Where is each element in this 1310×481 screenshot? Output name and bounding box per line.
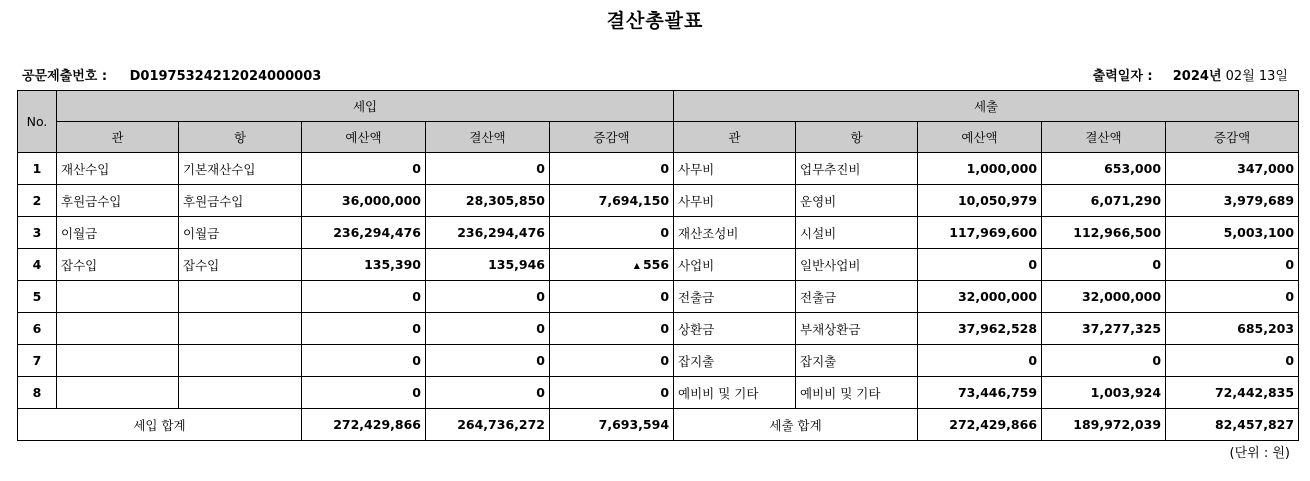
document-number-label: 공문제출번호 : [22, 69, 108, 84]
expense-settle: 0 [1042, 345, 1166, 377]
expense-total-settle: 189,972,039 [1042, 409, 1166, 441]
income-budget: 135,390 [302, 249, 426, 281]
row-no: 8 [18, 377, 57, 409]
header-income-budget: 예산액 [302, 122, 426, 153]
income-budget: 0 [302, 313, 426, 345]
income-gwan: 잡수입 [57, 249, 179, 281]
income-budget: 0 [302, 153, 426, 185]
income-diff [550, 377, 674, 409]
table-row [18, 377, 1299, 409]
income-budget: 0 [302, 377, 426, 409]
income-hang: 후원금수입 [179, 185, 302, 217]
income-settle: 0 [426, 281, 550, 313]
expense-diff: 347,000 [1166, 153, 1299, 185]
expense-gwan: 상환금 [674, 313, 796, 345]
expense-settle: 6,071,290 [1042, 185, 1166, 217]
expense-diff: 0 [1166, 249, 1299, 281]
income-settle: 0 [426, 313, 550, 345]
income-diff [550, 185, 674, 217]
income-gwan: 재산수입 [57, 153, 179, 185]
document-number-info [22, 65, 321, 84]
expense-diff: 685,203 [1166, 313, 1299, 345]
income-budget: 36,000,000 [302, 185, 426, 217]
expense-total-diff: 82,457,827 [1166, 409, 1299, 441]
expense-hang: 업무추진비 [796, 153, 918, 185]
income-budget: 236,294,476 [302, 217, 426, 249]
header-income-gwan: 관 [57, 122, 179, 153]
income-diff [550, 249, 674, 281]
income-diff [550, 281, 674, 313]
expense-hang: 예비비 및 기타 [796, 377, 918, 409]
expense-diff: 0 [1166, 281, 1299, 313]
expense-gwan: 전출금 [674, 281, 796, 313]
header-income-hang: 항 [179, 122, 302, 153]
header-income-settle: 결산액 [426, 122, 550, 153]
income-gwan [57, 281, 179, 313]
income-diff-value: 0 [660, 385, 670, 400]
income-settle: 0 [426, 153, 550, 185]
header-no: No. [18, 91, 57, 153]
income-budget: 0 [302, 281, 426, 313]
expense-gwan: 재산조성비 [674, 217, 796, 249]
expense-settle: 37,277,325 [1042, 313, 1166, 345]
income-diff-value: 0 [660, 225, 670, 240]
table-row [18, 153, 1299, 185]
income-settle: 0 [426, 377, 550, 409]
header-expense-diff: 증감액 [1166, 122, 1299, 153]
header-expense-gwan: 관 [674, 122, 796, 153]
expense-budget: 37,962,528 [918, 313, 1042, 345]
expense-settle: 1,003,924 [1042, 377, 1166, 409]
expense-hang: 일반사업비 [796, 249, 918, 281]
income-diff-value: 7,694,150 [598, 193, 670, 208]
settlement-summary-table [17, 90, 1299, 441]
print-date-label: 출력일자 : [1092, 69, 1153, 84]
income-settle: 0 [426, 345, 550, 377]
income-settle: 135,946 [426, 249, 550, 281]
income-hang: 기본재산수입 [179, 153, 302, 185]
expense-budget: 73,446,759 [918, 377, 1042, 409]
header-expense: 세출 [674, 91, 1299, 122]
income-gwan [57, 345, 179, 377]
header-expense-hang: 항 [796, 122, 918, 153]
expense-hang: 운영비 [796, 185, 918, 217]
table-row [18, 185, 1299, 217]
header-income-diff: 증감액 [550, 122, 674, 153]
expense-hang: 잡지출 [796, 345, 918, 377]
expense-settle: 112,966,500 [1042, 217, 1166, 249]
expense-gwan: 예비비 및 기타 [674, 377, 796, 409]
document-number-value: D01975324212024000003 [129, 69, 322, 84]
income-gwan [57, 313, 179, 345]
income-diff [550, 217, 674, 249]
expense-gwan: 잡지출 [674, 345, 796, 377]
print-date-year: 2024년 [1172, 69, 1222, 84]
income-diff-value: 0 [660, 289, 670, 304]
income-hang: 잡수입 [179, 249, 302, 281]
income-settle: 236,294,476 [426, 217, 550, 249]
header-income: 세입 [57, 91, 674, 122]
income-hang [179, 313, 302, 345]
table-row [18, 345, 1299, 377]
unit-note: (단위 : 원) [1229, 446, 1290, 461]
table-row [18, 249, 1299, 281]
expense-settle: 0 [1042, 249, 1166, 281]
income-diff [550, 313, 674, 345]
table-row [18, 281, 1299, 313]
income-hang [179, 345, 302, 377]
income-diff-value: 0 [660, 321, 670, 336]
increase-mark-icon: ▲ [633, 261, 640, 270]
income-diff-value: 0 [660, 353, 670, 368]
income-total-diff: 7,693,594 [550, 409, 674, 441]
row-no: 5 [18, 281, 57, 313]
row-no: 6 [18, 313, 57, 345]
income-diff-value: 556 [642, 257, 670, 272]
header-expense-settle: 결산액 [1042, 122, 1166, 153]
income-diff [550, 153, 674, 185]
row-no: 3 [18, 217, 57, 249]
expense-budget: 117,969,600 [918, 217, 1042, 249]
expense-settle: 653,000 [1042, 153, 1166, 185]
row-no: 4 [18, 249, 57, 281]
expense-gwan: 사무비 [674, 185, 796, 217]
table-row [18, 313, 1299, 345]
income-gwan: 후원금수입 [57, 185, 179, 217]
row-no: 2 [18, 185, 57, 217]
income-diff [550, 345, 674, 377]
expense-diff: 0 [1166, 345, 1299, 377]
expense-hang: 시설비 [796, 217, 918, 249]
page-title: 결산총괄표 [606, 10, 704, 32]
income-hang [179, 377, 302, 409]
income-total-label: 세입 합계 [18, 409, 302, 441]
expense-gwan: 사업비 [674, 249, 796, 281]
expense-hang: 부채상환금 [796, 313, 918, 345]
print-date-rest: 02월 13일 [1225, 69, 1288, 84]
expense-budget: 0 [918, 345, 1042, 377]
income-budget: 0 [302, 345, 426, 377]
totals-row [18, 409, 1299, 441]
income-settle: 28,305,850 [426, 185, 550, 217]
income-hang: 이월금 [179, 217, 302, 249]
expense-total-label: 세출 합계 [674, 409, 918, 441]
expense-total-budget: 272,429,866 [918, 409, 1042, 441]
expense-budget: 1,000,000 [918, 153, 1042, 185]
table-row [18, 217, 1299, 249]
expense-diff: 72,442,835 [1166, 377, 1299, 409]
income-gwan: 이월금 [57, 217, 179, 249]
header-row-top [18, 91, 1299, 122]
row-no: 1 [18, 153, 57, 185]
print-date-info [1093, 65, 1288, 84]
expense-gwan: 사무비 [674, 153, 796, 185]
expense-budget: 10,050,979 [918, 185, 1042, 217]
income-total-settle: 264,736,272 [426, 409, 550, 441]
expense-diff: 3,979,689 [1166, 185, 1299, 217]
income-gwan [57, 377, 179, 409]
expense-hang: 전출금 [796, 281, 918, 313]
income-hang [179, 281, 302, 313]
row-no: 7 [18, 345, 57, 377]
expense-diff: 5,003,100 [1166, 217, 1299, 249]
income-total-budget: 272,429,866 [302, 409, 426, 441]
header-row-sub [18, 122, 1299, 153]
expense-budget: 0 [918, 249, 1042, 281]
expense-budget: 32,000,000 [918, 281, 1042, 313]
header-expense-budget: 예산액 [918, 122, 1042, 153]
income-diff-value: 0 [660, 161, 670, 176]
expense-settle: 32,000,000 [1042, 281, 1166, 313]
